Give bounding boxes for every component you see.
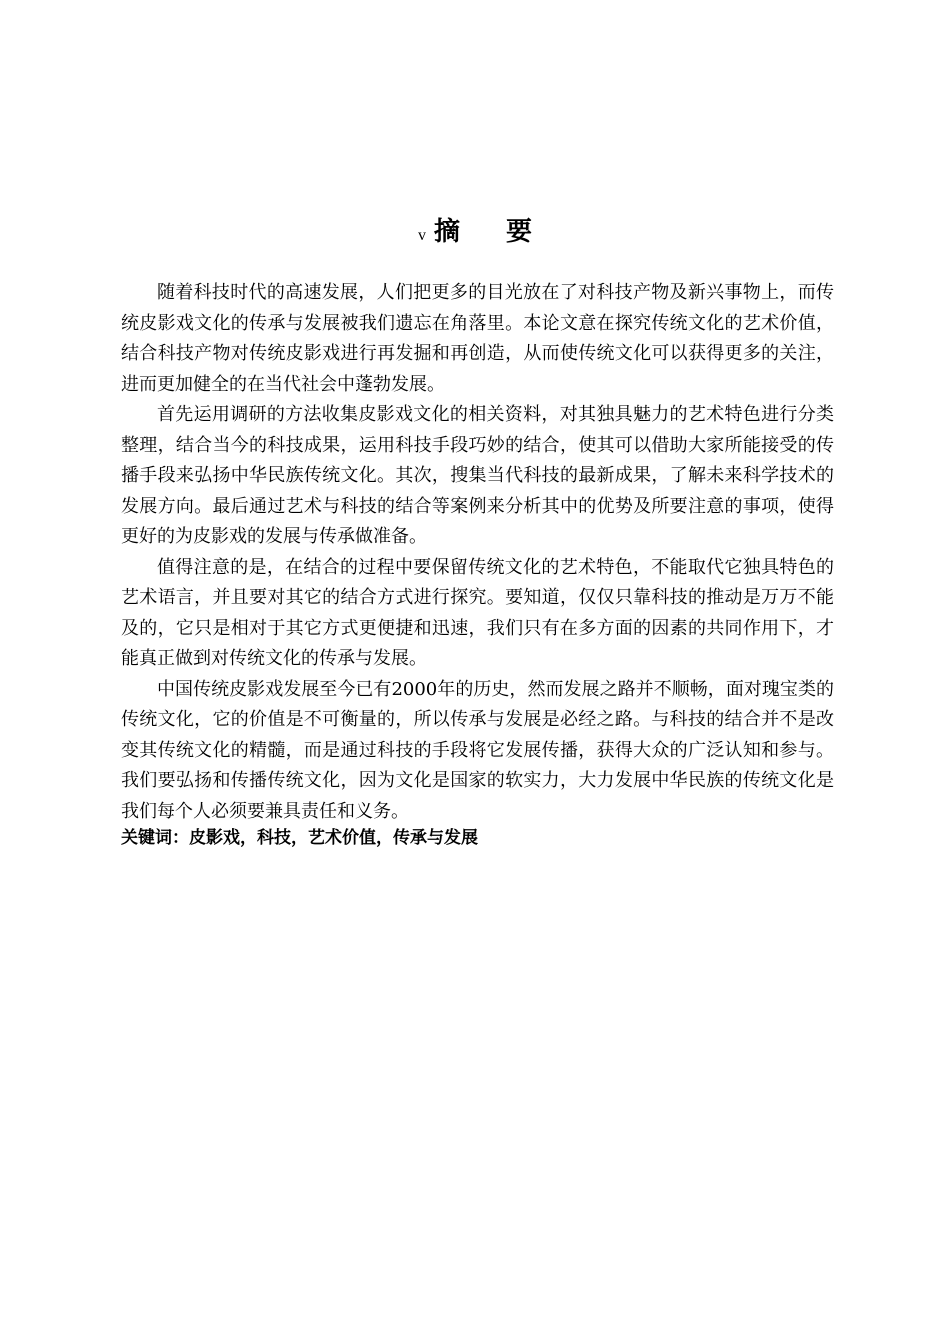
abstract-paragraph-1: 随着科技时代的高速发展，人们把更多的目光放在了对科技产物及新兴事物上，而传统皮影戏文化的传承与发展被我们遗忘在角落里。本论文意在探究传统文化的艺术价值，结合科技产物对传统皮影戏进行再发掘和再创造，从而使传统文化可以获得更多的关注，进而更加健全的在当代社会中蓬勃发展。 bbox=[121, 282, 834, 395]
abstract-body bbox=[121, 278, 834, 827]
keywords-line: 关键词：皮影戏，科技，艺术价值，传承与发展 bbox=[121, 828, 478, 848]
abstract-paragraph-2: 首先运用调研的方法收集皮影戏文化的相关资料，对其独具魅力的艺术特色进行分类整理，结合当今的科技成果，运用科技手段巧妙的结合，使其可以借助大家所能接受的传播手段来弘扬中华民族传统文化。其次，搜集当代科技的最新成果，了解未来科学技术的发展方向。最后通过艺术与科技的结合等案例来分析其中的优势及所要注意的事项，使得更好的为皮影戏的发展与传承做准备。 bbox=[121, 404, 834, 547]
heading-prefix-mark: v bbox=[417, 227, 426, 244]
abstract-paragraph-3: 值得注意的是，在结合的过程中要保留传统文化的艺术特色，不能取代它独具特色的艺术语言，并且要对其它的结合方式进行探究。要知道，仅仅只靠科技的推动是万万不能及的，它只是相对于其它方式更便捷和迅速，我们只有在多方面的因素的共同作用下，才能真正做到对传统文化的传承与发展。 bbox=[121, 556, 834, 669]
abstract-paragraph-4: 中国传统皮影戏发展至今已有2000年的历史，然而发展之路并不顺畅，面对瑰宝类的传统文化，它的价值是不可衡量的，所以传承与发展是必经之路。与科技的结合并不是改变其传统文化的精髓，而是通过科技的手段将它发展传播，获得大众的广泛认知和参与。我们要弘扬和传播传统文化，因为文化是国家的软实力，大力发展中华民族的传统文化是我们每个人必须要兼具责任和义务。 bbox=[121, 678, 834, 822]
heading-text: 摘要 bbox=[433, 217, 578, 247]
abstract-heading bbox=[0, 212, 950, 256]
